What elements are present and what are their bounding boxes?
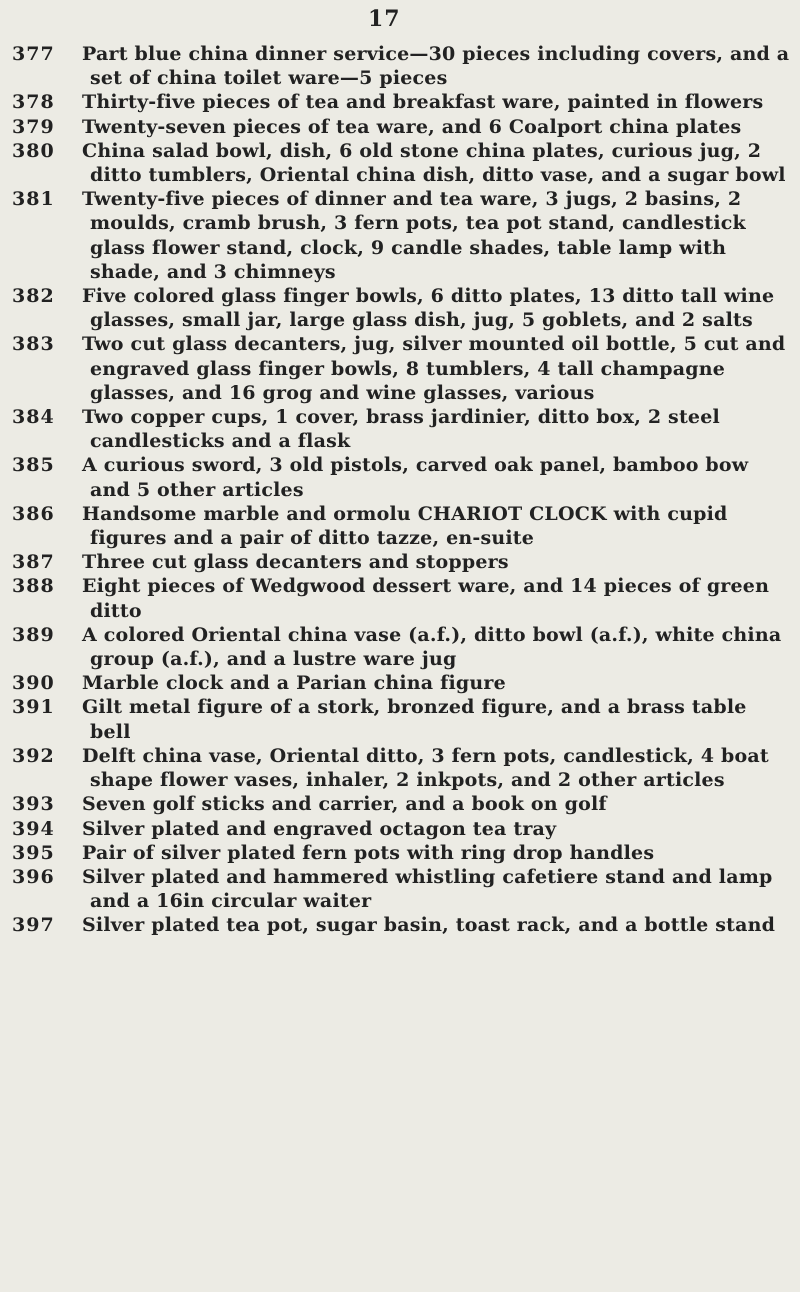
lot-entry <box>12 502 792 550</box>
lot-number: 383 <box>12 333 55 356</box>
lot-number: 386 <box>12 502 55 525</box>
lot-description: A curious sword, 3 old pistols, carved oak panel, bamboo bow and 5 other articles <box>82 454 749 501</box>
lot-entry <box>12 695 792 743</box>
lot-entry <box>12 865 792 913</box>
lot-description: Eight pieces of Wedgwood dessert ware, and 14 pieces of green ditto <box>82 575 770 622</box>
lot-number: 388 <box>12 575 55 598</box>
lot-number: 381 <box>12 188 55 211</box>
page-number: 17 <box>368 6 401 32</box>
lot-number: 382 <box>12 285 55 308</box>
lot-description: Twenty-seven pieces of tea ware, and 6 Coalport china plates <box>82 115 742 138</box>
lot-entry <box>12 332 792 405</box>
lot-entry <box>12 792 792 816</box>
lot-number: 394 <box>12 817 55 840</box>
lot-description: Gilt metal figure of a stork, bronzed figure, and a brass table bell <box>82 696 747 743</box>
lot-description: Silver plated tea pot, sugar basin, toast rack, and a bottle stand <box>82 914 776 937</box>
lot-number: 391 <box>12 696 55 719</box>
lot-entry <box>12 671 792 695</box>
lot-number: 385 <box>12 454 55 477</box>
lot-description: Seven golf sticks and carrier, and a book on golf <box>82 793 607 816</box>
lot-number: 378 <box>12 91 55 114</box>
lot-description: Three cut glass decanters and stoppers <box>82 551 509 574</box>
lot-entry <box>12 453 792 501</box>
lot-entry <box>12 42 792 90</box>
lot-entry <box>12 574 792 622</box>
lot-number: 392 <box>12 744 55 767</box>
lot-entry <box>12 284 792 332</box>
lot-number: 384 <box>12 406 55 429</box>
lot-number: 390 <box>12 672 55 695</box>
lot-list <box>12 42 792 938</box>
lot-entry <box>12 115 792 139</box>
lot-description: Part blue china dinner service—30 pieces including covers, and a set of china toilet ware—5 pieces <box>82 43 790 90</box>
lot-description: Five colored glass finger bowls, 6 ditto plates, 13 ditto tall wine glasses, small jar, large glass dish, jug, 5 goblets, and 2 salts <box>82 285 775 332</box>
lot-entry <box>12 187 792 284</box>
lot-number: 377 <box>12 43 55 65</box>
lot-entry <box>12 817 792 841</box>
lot-description: Silver plated and engraved octagon tea tray <box>82 817 557 840</box>
lot-entry <box>12 744 792 792</box>
lot-entry <box>12 405 792 453</box>
lot-description: Thirty-five pieces of tea and breakfast ware, painted in flowers <box>82 91 764 114</box>
lot-description: A colored Oriental china vase (a.f.), ditto bowl (a.f.), white china group (a.f.), and a lustre ware jug <box>82 623 782 671</box>
lot-number: 396 <box>12 865 55 888</box>
lot-entry <box>12 139 792 187</box>
lot-entry <box>12 90 792 114</box>
lot-entry <box>12 841 792 865</box>
lot-entry <box>12 550 792 574</box>
lot-number: 389 <box>12 623 55 646</box>
lot-number: 397 <box>12 914 55 937</box>
lot-number: 393 <box>12 793 55 816</box>
lot-description: Two copper cups, 1 cover, brass jardinier, ditto box, 2 steel candlesticks and a flask <box>82 406 720 453</box>
lot-description: Handsome marble and ormolu CHARIOT CLOCK with cupid figures and a pair of ditto tazze, en-suite <box>82 502 728 550</box>
lot-number: 379 <box>12 115 55 138</box>
lot-number: 395 <box>12 841 55 864</box>
lot-description: China salad bowl, dish, 6 old stone china plates, curious jug, 2 ditto tumblers, Oriental china dish, ditto vase, and a sugar bowl <box>82 139 786 187</box>
lot-description: Twenty-five pieces of dinner and tea ware, 3 jugs, 2 basins, 2 moulds, cramb brush, 3 fern pots, tea pot stand, candlestick glass flower stand, clock, 9 candle shades, table lamp with shade, and 3 chimneys <box>82 188 746 283</box>
lot-entry <box>12 913 792 937</box>
lot-description: Delft china vase, Oriental ditto, 3 fern pots, candlestick, 4 boat shape flower vases, inhaler, 2 inkpots, and 2 other articles <box>82 744 769 792</box>
lot-description: Marble clock and a Parian china figure <box>82 672 506 695</box>
lot-description: Silver plated and hammered whistling cafetiere stand and lamp and a 16in circular waiter <box>82 865 773 913</box>
lot-number: 387 <box>12 551 55 574</box>
lot-number: 380 <box>12 139 55 162</box>
lot-entry <box>12 623 792 671</box>
lot-description: Two cut glass decanters, jug, silver mounted oil bottle, 5 cut and engraved glass finger bowls, 8 tumblers, 4 tall champagne glasses, and 16 grog and wine glasses, various <box>82 333 786 404</box>
lot-description: Pair of silver plated fern pots with ring drop handles <box>82 841 655 864</box>
